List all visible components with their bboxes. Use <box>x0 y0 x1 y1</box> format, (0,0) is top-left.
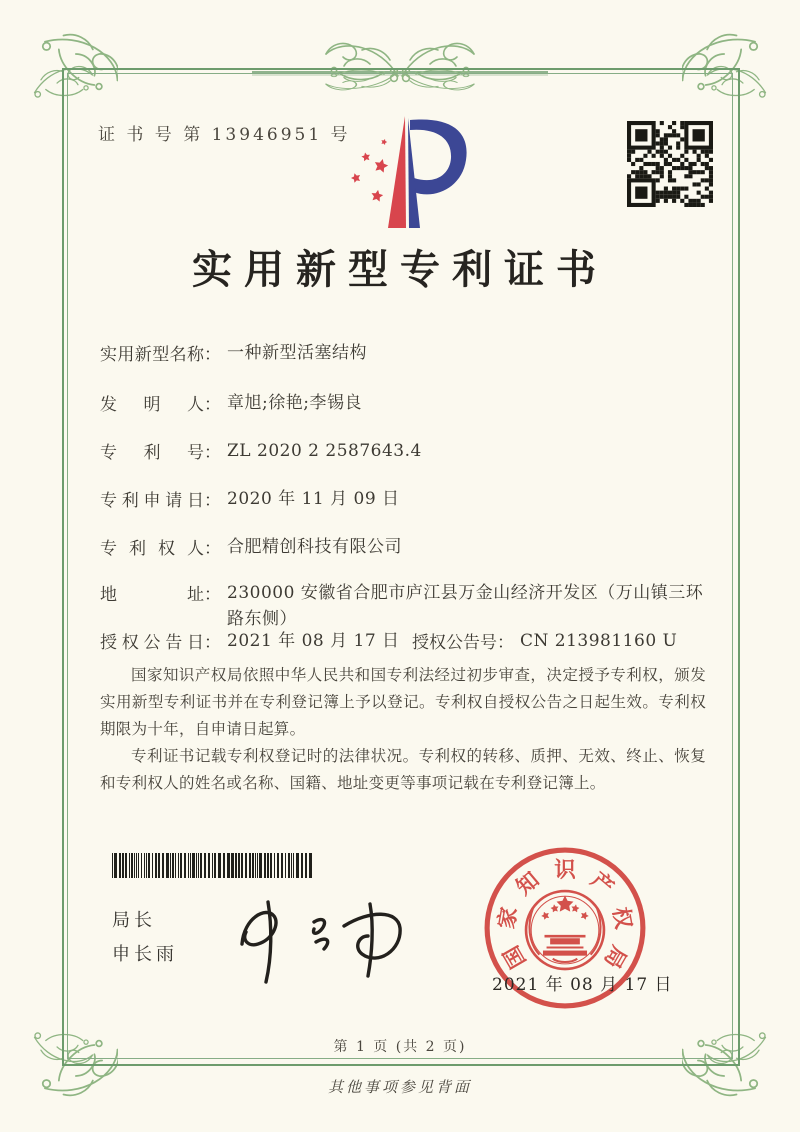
field-row-filing-date <box>100 486 708 512</box>
svg-text:知: 知 <box>511 867 545 901</box>
field-label: 专利申请日 <box>100 491 204 511</box>
cnipa-logo <box>332 108 482 238</box>
field-value-invention-name: 一种新型活塞结构 <box>227 343 367 363</box>
barcode-image <box>110 853 315 878</box>
field-value-patentee: 合肥精创科技有限公司 <box>227 537 402 557</box>
field-row-patent-number <box>100 438 708 464</box>
national-emblem <box>526 891 604 969</box>
field-colon: ： <box>204 491 221 511</box>
svg-text:局: 局 <box>598 941 631 973</box>
back-side-note: 其他事项参见背面 <box>327 1078 472 1096</box>
seal-date: 2021 年 08 月 17 日 <box>492 975 673 995</box>
field-value-filing-date: 2020 年 11 月 09 日 <box>227 489 400 509</box>
qr-code-image <box>627 121 713 207</box>
field-row-inventors <box>100 390 708 416</box>
field-label: 授权公告号 <box>412 633 497 653</box>
director-signature-image <box>228 892 418 988</box>
logo-stars <box>350 138 389 202</box>
field-value-grant-date: 2021 年 08 月 17 日 <box>227 631 400 651</box>
field-colon: ： <box>204 633 221 653</box>
field-label: 发明人 <box>100 395 204 415</box>
certificate-number: 证 书 号 第 13946951 号 <box>98 125 351 145</box>
svg-text:产: 产 <box>585 867 619 901</box>
field-colon: ： <box>204 443 221 463</box>
legal-text-block <box>100 662 706 797</box>
svg-text:权: 权 <box>607 905 636 931</box>
svg-text:国: 国 <box>499 941 532 973</box>
field-value-grant-number: CN 213981160 U <box>520 631 678 651</box>
director-title: 局长 <box>112 910 156 931</box>
field-value-address: 230000 安徽省合肥市庐江县万金山经济开发区（万山镇三环路东侧） <box>227 583 704 630</box>
field-label: 实用新型名称 <box>100 345 204 365</box>
field-row-invention-name <box>100 340 708 366</box>
director-name: 申长雨 <box>112 944 178 965</box>
field-colon: ： <box>204 585 221 605</box>
legal-paragraph-1: 国家知识产权局依照中华人民共和国专利法经过初步审查，决定授予专利权，颁发实用新型专利证书并在专利登记簿上予以登记。专利权自授权公告之日起生效。专利权期限为十年，自申请日起算。 <box>100 666 706 738</box>
field-colon: ： <box>204 345 221 365</box>
svg-text:识: 识 <box>554 858 576 884</box>
svg-text:家: 家 <box>494 905 523 931</box>
field-label: 授权公告日 <box>100 633 204 653</box>
field-row-grant <box>100 628 708 654</box>
grant-number-group <box>412 628 677 654</box>
field-row-patentee <box>100 534 708 560</box>
certificate-title: 实用新型专利证书 <box>192 246 608 293</box>
field-colon: ： <box>204 395 221 415</box>
field-label: 专利权人 <box>100 539 204 559</box>
legal-paragraph-2: 专利证书记载专利权登记时的法律状况。专利权的转移、质押、无效、终止、恢复和专利权人的姓名或名称、国籍、地址变更等事项记载在专利登记簿上。 <box>100 746 706 792</box>
field-label: 专利号 <box>100 443 204 463</box>
field-colon: ： <box>497 633 514 653</box>
field-value-inventors: 章旭;徐艳;李锡良 <box>227 393 362 413</box>
field-row-address <box>100 580 708 633</box>
field-value-patent-number: ZL 2020 2 2587643.4 <box>227 441 422 461</box>
field-colon: ： <box>204 539 221 559</box>
field-label: 地址 <box>100 585 204 605</box>
page-number: 第 1 页 (共 2 页) <box>333 1039 467 1055</box>
